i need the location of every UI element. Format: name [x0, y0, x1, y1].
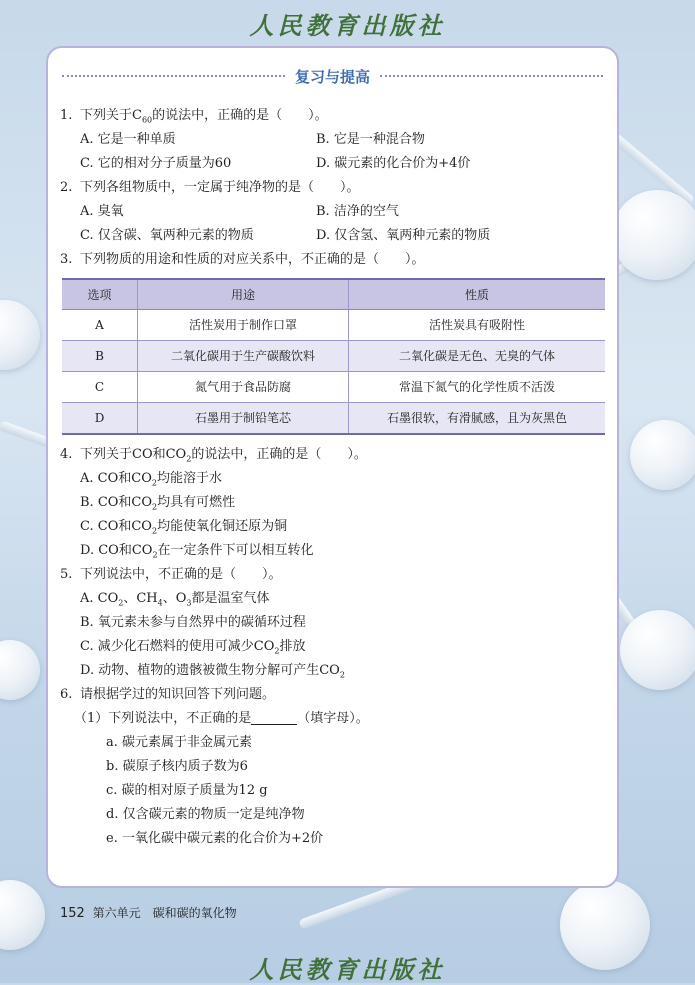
list-item: d. 仅含碳元素的物质一定是纯净物	[106, 807, 305, 822]
column-header-usage: 用途	[138, 279, 349, 310]
table-cell: 活性炭具有吸附性	[349, 310, 606, 341]
option-b: B. 氧元素未参与自然界中的碳循环过程	[80, 615, 306, 630]
question-4	[60, 443, 605, 467]
table-cell: B	[62, 341, 138, 372]
option-c: C. 减少化石燃料的使用可减少$CO_2$排放	[80, 639, 306, 656]
options-row	[60, 152, 605, 176]
question-2	[60, 176, 605, 200]
question-number: 2.	[60, 180, 73, 195]
question-5	[60, 563, 605, 587]
table-cell: 氮气用于食品防腐	[138, 372, 349, 403]
option-d: D. 碳元素的化合价为+4价	[316, 156, 471, 171]
page-footer	[60, 904, 237, 921]
table-row	[62, 310, 605, 341]
table-cell: 常温下氮气的化学性质不活泼	[349, 372, 606, 403]
option-c: C. CO和$CO_2$均能使氧化铜还原为铜	[80, 519, 288, 536]
question-6	[60, 683, 605, 707]
list-item: b. 碳原子核内质子数为6	[106, 759, 248, 774]
table-row	[62, 341, 605, 372]
option-d: D. CO和$CO_2$在一定条件下可以相互转化	[80, 543, 314, 560]
question-3	[60, 248, 605, 272]
option-a: A. $CO_2$、$CH_4$、$O_3$都是温室气体	[80, 591, 270, 608]
question-number: 3.	[60, 252, 73, 267]
usage-property-table	[62, 278, 605, 435]
options-row	[60, 200, 605, 224]
sub-question-1: （1）下列说法中，不正确的是 （填字母）。	[74, 711, 369, 726]
question-text: 下列各组物质中，一定属于纯净物的是（ ）。	[80, 180, 360, 195]
table-cell: A	[62, 310, 138, 341]
table-cell: 二氧化碳用于生产碳酸饮料	[138, 341, 349, 372]
options-row	[60, 128, 605, 152]
option-b: B. CO和$CO_2$均具有可燃性	[80, 495, 236, 512]
table-row	[62, 372, 605, 403]
table-row	[62, 403, 605, 435]
publisher-logo-top: 人民教育出版社	[249, 11, 446, 40]
exercise-card	[46, 46, 619, 888]
column-header-property: 性质	[349, 279, 606, 310]
options-row	[60, 224, 605, 248]
question-text: 下列关于$C_{60}$的说法中，正确的是（ ）。	[80, 108, 328, 125]
option-a: A. CO和$CO_2$均能溶于水	[80, 471, 222, 488]
question-1	[60, 104, 605, 128]
question-number: 1.	[60, 108, 73, 123]
list-item: e. 一氧化碳中碳元素的化合价为+2价	[106, 831, 324, 846]
page-number: 152	[60, 906, 85, 921]
header-dotted-line-left	[62, 75, 285, 77]
question-text: 下列关于CO和$CO_2$的说法中，正确的是（ ）。	[80, 447, 367, 464]
answer-blank	[251, 710, 297, 725]
column-header-option: 选项	[62, 279, 138, 310]
question-text: 请根据学过的知识回答下列问题。	[80, 687, 276, 702]
option-d: D. 仅含氢、氧两种元素的物质	[316, 228, 491, 243]
option-c: C. 仅含碳、氧两种元素的物质	[80, 228, 254, 243]
header-dotted-line-right	[380, 75, 603, 77]
table-cell: 石墨用于制铅笔芯	[138, 403, 349, 435]
questions	[60, 104, 605, 851]
publisher-logo-bottom: 人民教育出版社	[249, 955, 446, 984]
option-b: B. 洁净的空气	[316, 204, 399, 219]
question-number: 4.	[60, 447, 73, 462]
section-header	[62, 64, 603, 88]
question-number: 5.	[60, 567, 73, 582]
table-cell: 石墨很软，有滑腻感，且为灰黑色	[349, 403, 606, 435]
table-cell: D	[62, 403, 138, 435]
table-cell: 二氧化碳是无色、无臭的气体	[349, 341, 606, 372]
section-title: 复习与提高	[295, 67, 371, 86]
option-a: A. 它是一种单质	[80, 132, 176, 147]
list-item: c. 碳的相对原子质量为12 g	[106, 783, 268, 798]
option-d: D. 动物、植物的遗骸被微生物分解可产生$CO_2$	[80, 663, 345, 680]
unit-title: 第六单元 碳和碳的氧化物	[92, 906, 237, 920]
table-cell: C	[62, 372, 138, 403]
list-item: a. 碳元素属于非金属元素	[106, 735, 253, 750]
option-a: A. 臭氧	[80, 204, 124, 219]
option-b: B. 它是一种混合物	[316, 132, 425, 147]
question-number: 6.	[60, 687, 73, 702]
table-header-row	[62, 279, 605, 310]
question-text: 下列物质的用途和性质的对应关系中，不正确的是（ ）。	[80, 252, 425, 267]
table-cell: 活性炭用于制作口罩	[138, 310, 349, 341]
option-c: C. 它的相对分子质量为60	[80, 156, 232, 171]
question-text: 下列说法中，不正确的是（ ）。	[80, 567, 282, 582]
